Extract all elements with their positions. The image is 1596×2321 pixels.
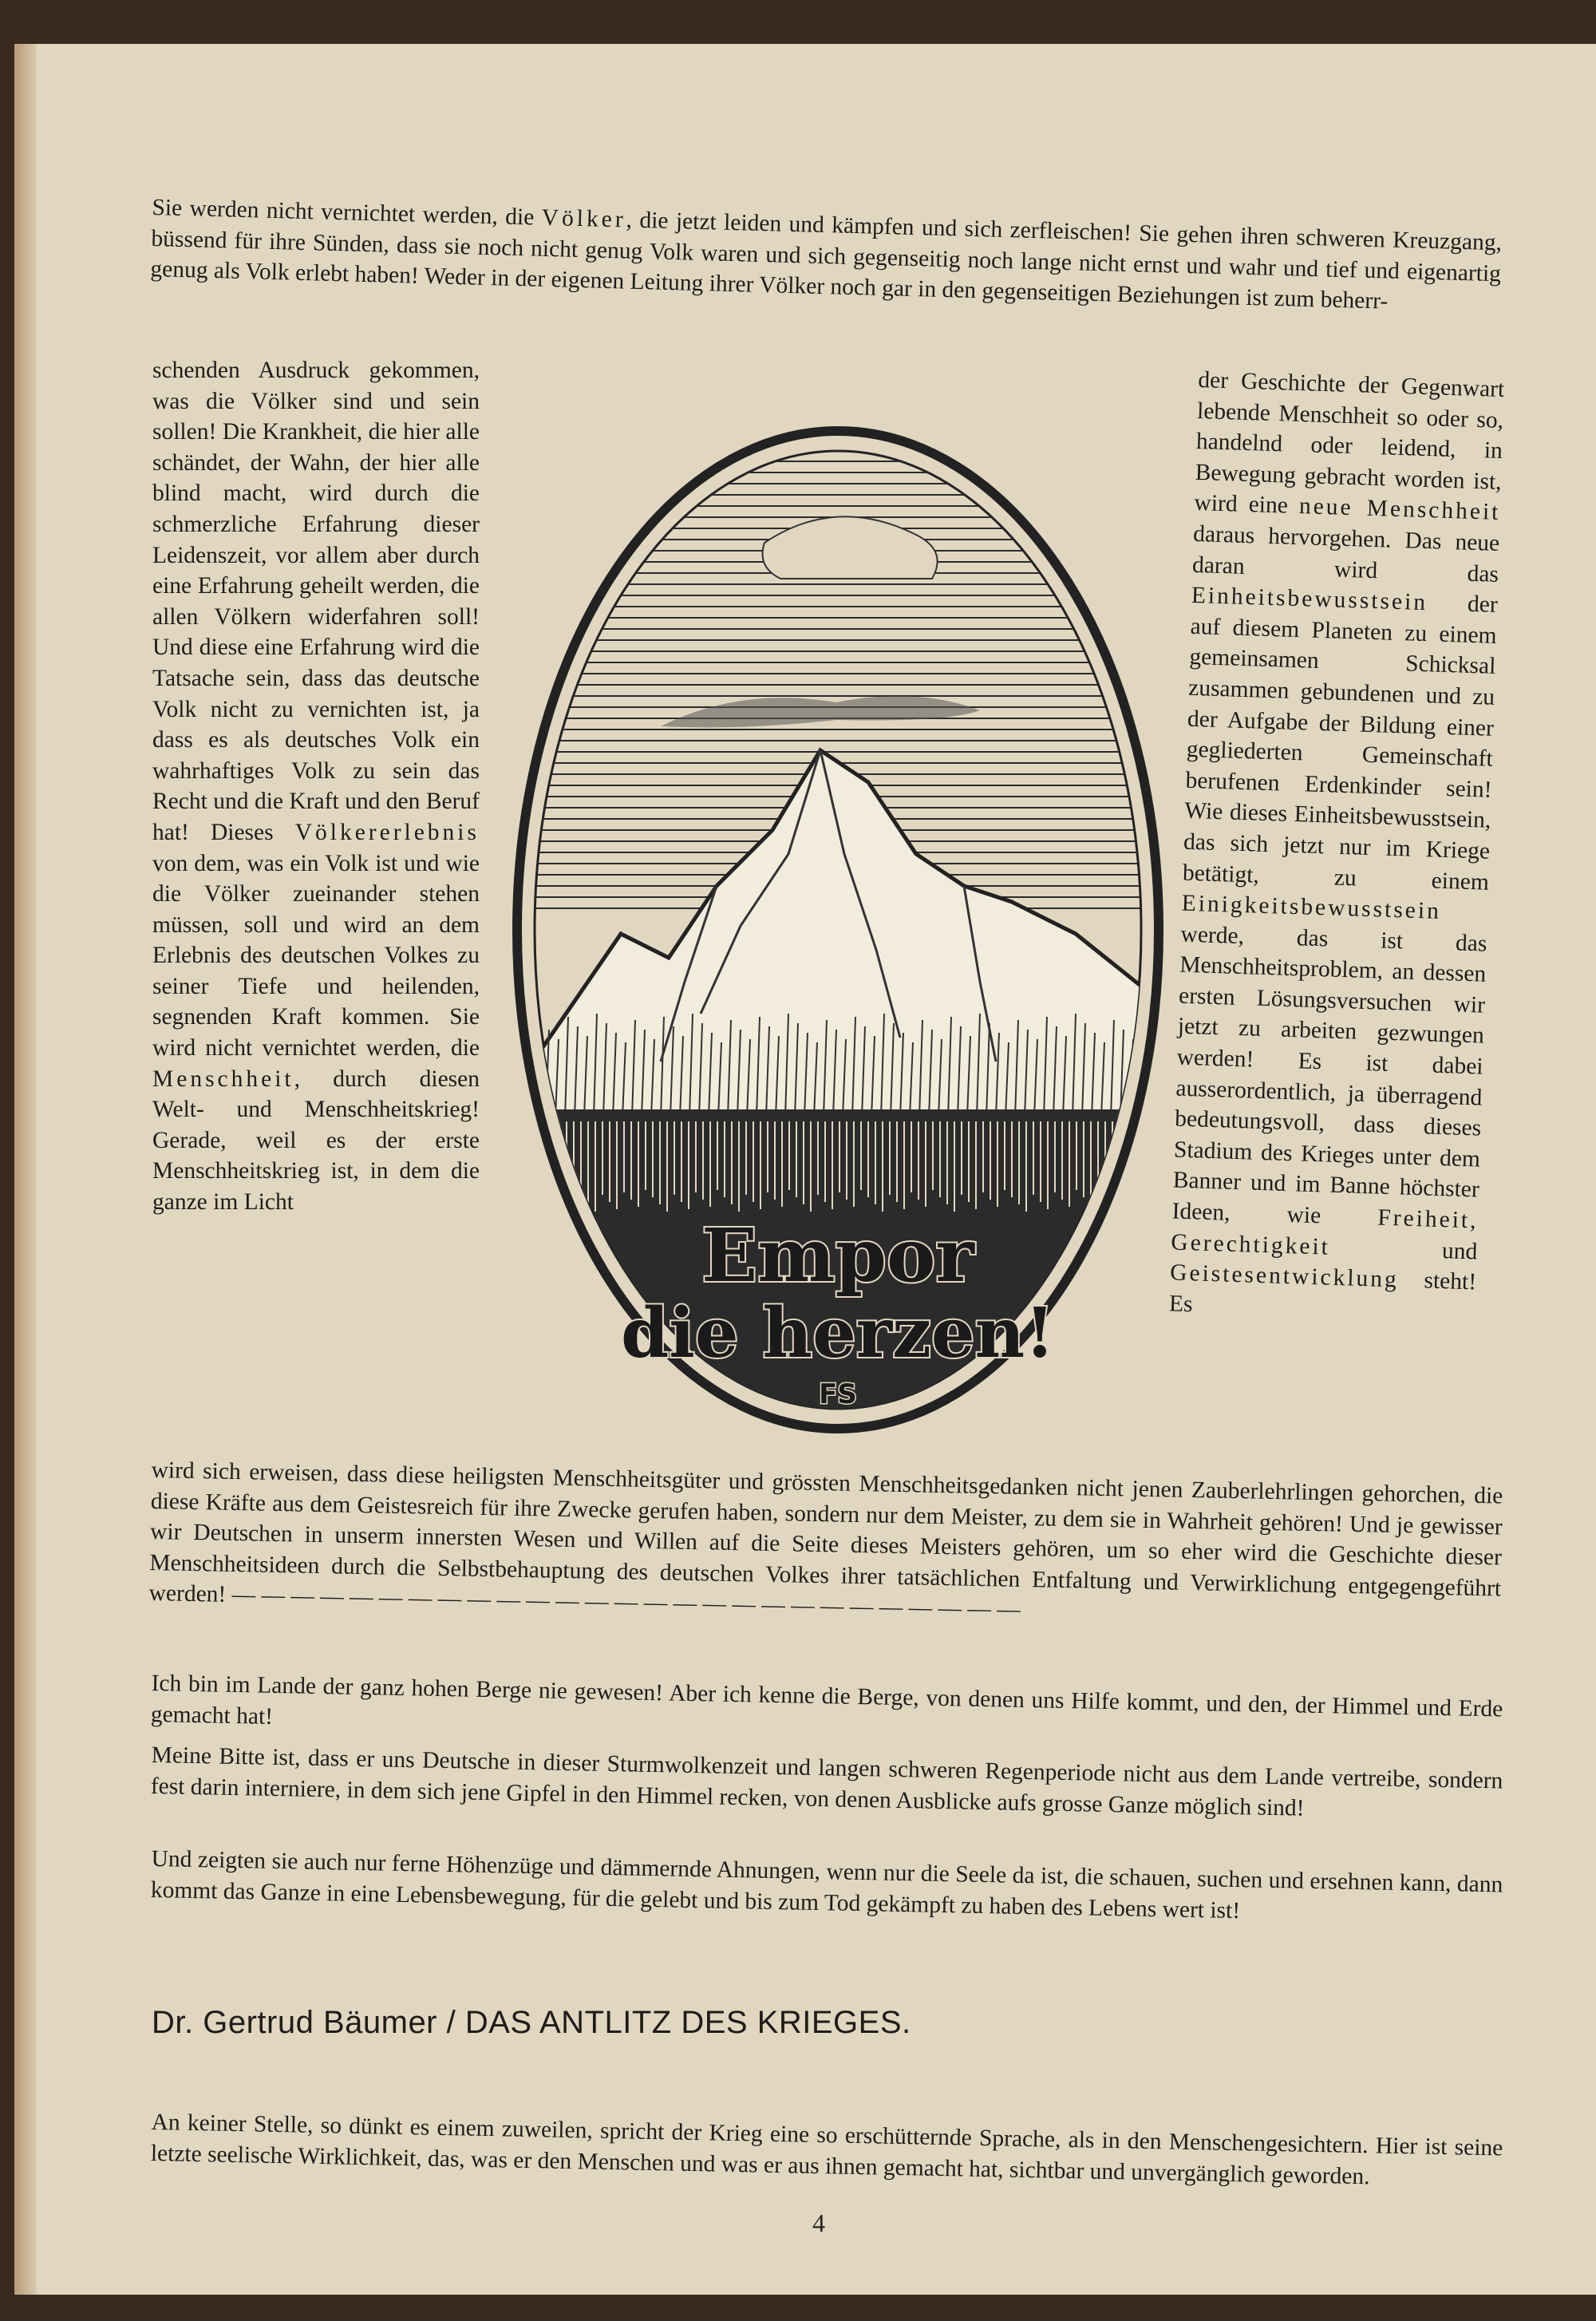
emphasized-word: Völker [541, 204, 627, 233]
vignette-title-line2: die herzen! [621, 1293, 1055, 1374]
right-column-text: der Geschichte der Gegenwart lebende Menschheit so oder so, handelnd oder leidend, in Bewegung gebracht worden ist, wird eine neue Menschheit daraus hervorgehen. Das neue daran wird das Einheitsbewusstsein der auf diesem Planeten zu einem gemeinsamen Schicksal zusammen gebundenen und zu der Aufgabe der Bildung einer gegliederten Gemeinschaft berufenen Erdenkinder sein! Wie dieses Einheitsbewusstsein, das sich jetzt nur im Kriege betätigt, zu einem Einigkeitsbewusstsein werde, das ist das Menschheitsproblem, an dessen ersten Lösungsversuchen wir jetzt zu arbeiten gezwungen werden! Es ist dabei ausserordentlich, ja überragend bedeutungsvoll, dass dieses Stadium des Krieges unter dem Banner und im Banne höchster Ideen, wie Freiheit, Gerechtigkeit und Geistesentwicklung steht! Es [1168, 366, 1505, 1318]
emphasized-word: Freiheit, Gerechtigkeit [1170, 1204, 1479, 1260]
paragraph-horizons: Und zeigten sie auch nur ferne Höhenzüge und dämmernde Ahnungen, wenn nur die Seele da ist, die schauen, suchen und ersehnen kann, dann kommt das Ganze in eine Lebensbewegung, für die gelebt und bis zum Tod gekämpft zu haben des Lebens wert ist! [150, 1845, 1503, 1924]
left-column-text: schenden Ausdruck gekommen, was die Völker sind und sein sollen! Die Krankheit, die hier alle schändet, der Wahn, der hier alle blind macht, wird durch die schmerzliche Erfahrung dieser Leidenszeit, vor allem aber durch eine Erfahrung geheilt werden, die allen Völkern widerfahren soll! Und diese eine Erfahrung wird die Tatsache sein, dass das deutsche Volk nicht zu vernichten ist, ja dass es als deutsches Volk ein wahrhaftiges Volk zu sein das Recht und die Kraft und den Beruf hat! Dieses Völkererlebnis von dem, was ein Volk ist und wie die Völker zueinander stehen müssen, soll und wird an dem Erlebnis des deutschen Volkes zu seiner Tiefe und heilenden, segnenden Kraft kommen. Sie wird nicht vernichtet werden, die Menschheit, durch diesen Welt- und Menschheitskrieg! Gerade, weil es der erste Menschheitskrieg ist, in dem die ganze im Licht [152, 358, 480, 1216]
emphasized-word: Völkererlebnis [294, 819, 480, 845]
bottom-paragraph: wird sich erweisen, dass diese heiligsten Menschheitsgüter und grössten Menschheitsgedanken nicht jenen Zauberlehrlingen gehorchen, die diese Kräfte aus dem Geistesreich für ihre Zwecke gerufen haben, sondern nur dem Meister, zu dem sie in Wahrheit gehören! Und je gewisser wir Deutschen in unserm innersten Wesen und Willen auf die Seite dieses Meisters gehören, um so eher wird die Geschichte dieser Menschheitsideen durch die Selbstbehauptung des deutschen Volkes ihrer tatsächlichen Entfaltung und Verwirklichung entgegengeführt werden! — — — — — — — — — — — — — — — — — — — — — — — — — — — [148, 1457, 1503, 1623]
emphasized-word: Einigkeitsbewusstsein [1181, 890, 1442, 924]
article-heading: Dr. Gertrud Bäumer / DAS ANTLITZ DES KRIEGES. [152, 2005, 911, 2040]
mountain-vignette-illustration [501, 407, 1175, 1453]
emphasized-word: Einheitsbewusstsein [1191, 583, 1428, 616]
article-intro-paragraph: An keiner Stelle, so dünkt es einem zuweilen, spricht der Krieg eine so erschütternde Sprache, als in den Menschengesichtern. Hier ist seine letzte seelische Wirklichkeit, das, was er den Menschen und was er aus ihnen gemacht hat, sichtbar und unvergänglich geworden. [150, 2109, 1503, 2189]
emphasized-word: Geistesentwicklung [1169, 1259, 1400, 1293]
emphasized-word: neue Menschheit [1298, 493, 1501, 526]
emphasized-word: Menschheit [152, 1066, 294, 1092]
top-paragraph: Sie werden nicht vernichtet werden, die Völker, die jetzt leiden und kämpfen und sich zerfleischen! Sie gehen ihren schweren Kreuzgang, büssend für ihre Sünden, dass sie noch nicht genug Volk waren und sich gegenseitig noch lange nicht ernst und wahr und tief und eigenartig genug als Volk erlebt haben! Weder in der eigenen Leitung ihrer Völker noch gar in den gegenseitigen Beziehungen ist zum beherr- [150, 194, 1503, 314]
artist-monogram: FS [819, 1378, 857, 1410]
paragraph-mountains: Ich bin im Lande der ganz hohen Berge nie gewesen! Aber ich kenne die Berge, von denen uns Hilfe kommt, und den, der Himmel und Erde gemacht hat! [150, 1670, 1503, 1730]
page-number: 4 [812, 2208, 825, 2237]
book-page [14, 44, 1596, 2295]
paragraph-plea: Meine Bitte ist, dass er uns Deutsche in dieser Sturmwolkenzeit und langen schweren Regenperiode nicht aus dem Lande vertreibe, sondern fest darin interniere, in dem sich jene Gipfel in den Himmel recken, von denen Ausblicke aufs grosse Ganze möglich sind! [150, 1742, 1503, 1821]
vignette-title-line1: Empor [701, 1212, 974, 1299]
